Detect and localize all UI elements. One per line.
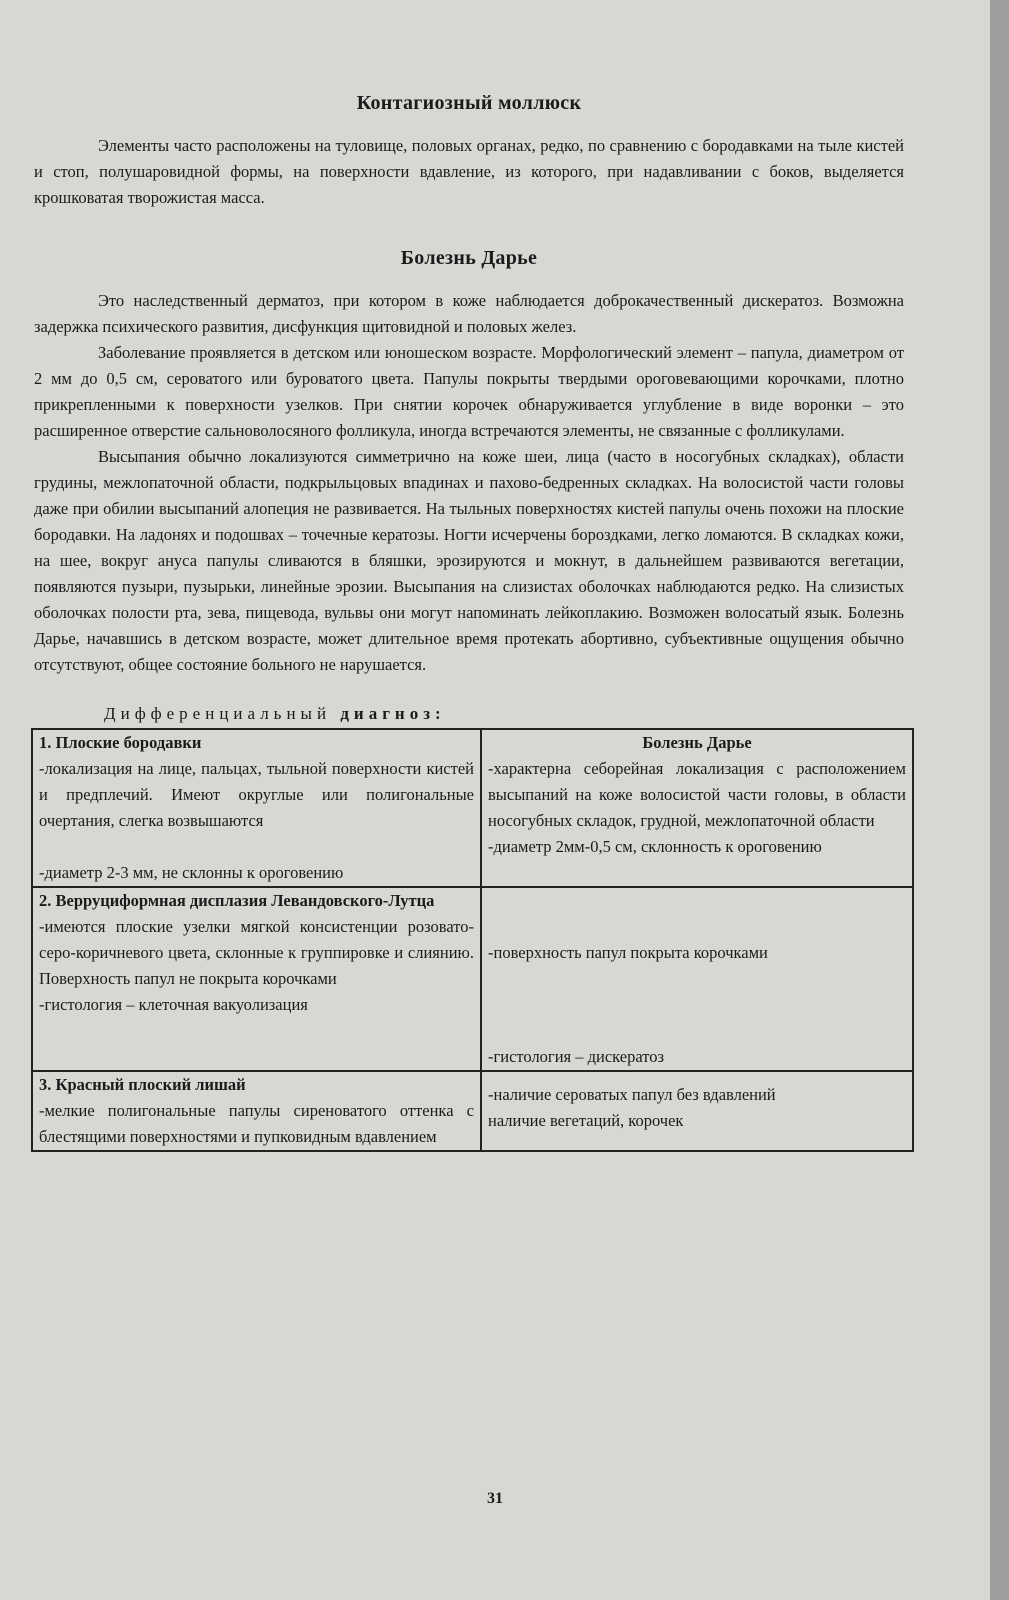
row1-right-text2: -диаметр 2мм-0,5 см, склонность к ороговению	[488, 837, 822, 856]
row1-left-heading: 1. Плоские бородавки	[39, 733, 202, 752]
paragraph-darier-3: Высыпания обычно локализуются симметрично на коже шеи, лица (часто в носогубных складках), области грудины, межлопаточной области, подкрыльцовых впадинах и пахово-бедренных складках. На волосистой части головы даже при обилии высыпаний алопеция не развивается. На тыльных поверхностях кистей папулы очень похожи на плоские бородавки. На ладонях и подошвах – точечные кератозы. Ногти исчерчены бороздками, легко ломаются. В складках кожи, на шее, вокруг ануса папулы сливаются в бляшки, эрозируются и мокнут, в дальнейшем развиваются вегетации, появляются пузыри, пузырьки, линейные эрозии. Высыпания на слизистах оболочках наблюдаются редко. На слизистых оболочках полости рта, зева, пищевода, вульвы они могут напоминать лейкоплакию. Возможен волосатый язык. Болезнь Дарье, начавшись в детском возрасте, может длительное время протекать абортивно, субъективные ощущения обычно отсутствуют, общее состояние больного не нарушается.	[34, 447, 904, 674]
table-row	[32, 887, 913, 1071]
diff-title-normal: Дифференциальный	[104, 704, 332, 723]
table-cell-right	[481, 1071, 913, 1151]
row2-left-heading: 2. Верруциформная дисплазия Левандовского-Лутца	[39, 891, 435, 910]
row2-left-text1: -имеются плоские узелки мягкой консистенции розовато-серо-коричневого цвета, склонные к группировке и слиянию. Поверхность папул не покрыта корочками	[39, 917, 474, 988]
table-cell-left	[32, 1071, 481, 1151]
section-title-darier: Болезнь Дарье	[400, 247, 538, 269]
table-cell-left	[32, 887, 481, 1071]
paragraph-darier-1: Это наследственный дерматоз, при котором в коже наблюдается доброкачественный дискератоз. Возможна задержка психического развития, дисфункция щитовидной и половых желез.	[34, 291, 904, 336]
row2-right-text2: -гистология – дискератоз	[488, 1047, 664, 1066]
differential-table	[31, 728, 914, 1152]
table-row	[32, 729, 913, 887]
table-row	[32, 1071, 913, 1151]
table-cell-right	[481, 887, 913, 1071]
page-number: 31	[487, 1490, 503, 1507]
differential-diagnosis-heading	[104, 704, 904, 724]
section-title-molluscum: Контагиозный моллюск	[356, 92, 582, 114]
row2-left-text2: -гистология – клеточная вакуолизация	[39, 995, 308, 1014]
paragraph-molluscum: Элементы часто расположены на туловище, половых органах, редко, по сравнению с бородавками на тыле кистей и стоп, полушаровидной формы, на поверхности вдавление, из которого, при надавливании с боков, выделяется крошковатая творожистая масса.	[34, 136, 904, 207]
row1-left-text2: -диаметр 2-3 мм, не склонны к ороговению	[39, 863, 344, 882]
row2-right-text1: -поверхность папул покрыта корочками	[488, 943, 768, 962]
row3-left-heading: 3. Красный плоский лишай	[39, 1075, 246, 1094]
row1-right-heading: Болезнь Дарье	[642, 733, 752, 752]
row1-right-text1: -характерна себорейная локализация с расположением высыпаний на коже волосистой части головы, в области носогубных складок, грудной, межлопаточной области	[488, 759, 906, 830]
table-cell-left	[32, 729, 481, 887]
paragraph-darier-2: Заболевание проявляется в детском или юношеском возрасте. Морфологический элемент – папула, диаметром от 2 мм до 0,5 см, сероватого или буроватого цвета. Папулы покрыты твердыми ороговевающими корочками, плотно прикрепленными к поверхности узелков. При снятии корочек обнаруживается углубление в виде воронки – это расширенное отверстие сальноволосяного фолликула, иногда встречаются элементы, не связанные с фолликулами.	[34, 343, 904, 440]
page-content	[34, 92, 904, 1152]
row3-right-text1: -наличие сероватых папул без вдавлений	[488, 1085, 776, 1104]
row3-right-text2: наличие вегетаций, корочек	[488, 1111, 684, 1130]
page-edge	[990, 0, 1009, 1600]
row1-left-text1: -локализация на лице, пальцах, тыльной поверхности кистей и предплечий. Имеют округлые или полигональные очертания, слегка возвышаются	[39, 759, 474, 830]
diff-title-bold: диагноз:	[340, 704, 446, 723]
table-cell-right	[481, 729, 913, 887]
row3-left-text1: -мелкие полигональные папулы сиреноватого оттенка с блестящими поверхностями и пупковидным вдавлением	[39, 1101, 474, 1146]
